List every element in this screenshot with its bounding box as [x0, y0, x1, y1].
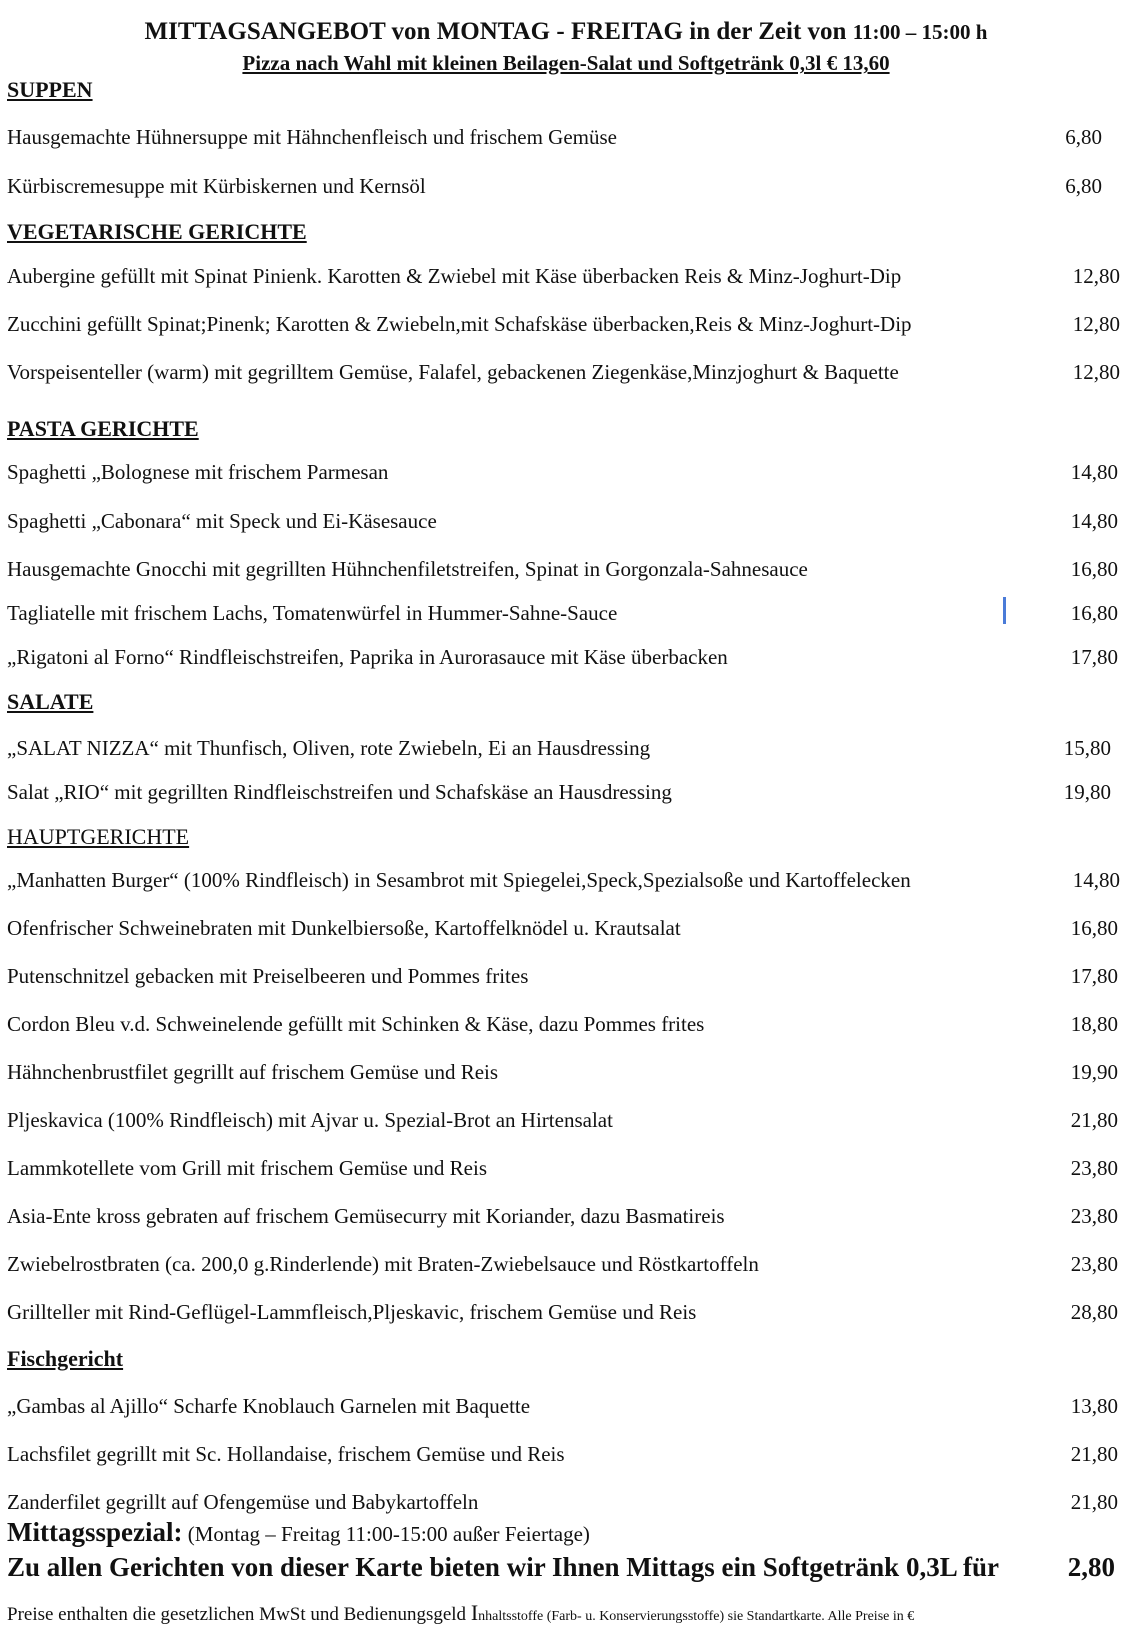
- menu-item-price: 16,80: [1070, 557, 1118, 581]
- menu-item: Hähnchenbrustfilet gegrillt auf frischem Gemüse und Reis: [7, 1060, 499, 1084]
- menu-item-price: 14,80: [1070, 509, 1118, 533]
- price-note: [7, 1600, 914, 1626]
- mittagsspezial-text: (Montag – Freitag 11:00-15:00 außer Feiertage): [182, 1522, 590, 1546]
- menu-item-price: 23,80: [1070, 1204, 1118, 1228]
- menu-item: Hausgemachte Gnocchi mit gegrillten Hühnchenfiletstreifen, Spinat in Gorgonzala-Sahnesauce: [7, 557, 808, 581]
- menu-item-price: 12,80: [1072, 264, 1120, 288]
- menu-item: Hausgemachte Hühnersuppe mit Hähnchenfleisch und frischem Gemüse: [7, 125, 617, 149]
- softdrink-offer-price: 2,80: [1067, 1552, 1115, 1582]
- menu-item: Spaghetti „Bolognese mit frischem Parmesan: [7, 460, 389, 484]
- menu-item-price: 21,80: [1070, 1490, 1118, 1514]
- title-time: 11:00 – 15:00 h: [852, 20, 988, 44]
- menu-item-price: 16,80: [1070, 601, 1118, 625]
- title-main: MITTAGSANGEBOT von MONTAG - FREITAG in der Zeit von: [144, 18, 847, 45]
- mittagsspezial: [7, 1517, 590, 1548]
- menu-item: Zucchini gefüllt Spinat;Pinenk; Karotten & Zwiebeln,mit Schafskäse überbacken,Reis & Minz-Joghurt-Dip: [7, 312, 912, 336]
- price-note-initial: I: [470, 1600, 479, 1625]
- menu-item: Lachsfilet gegrillt mit Sc. Hollandaise, frischem Gemüse und Reis: [7, 1442, 565, 1466]
- menu-item-price: 13,80: [1070, 1394, 1118, 1418]
- section-fischgericht: Fischgericht: [7, 1346, 124, 1371]
- menu-item-price: 17,80: [1070, 645, 1118, 669]
- menu-item: Tagliatelle mit frischem Lachs, Tomatenwürfel in Hummer-Sahne-Sauce: [7, 601, 618, 625]
- section-salate: SALATE: [7, 689, 94, 714]
- softdrink-offer: Zu allen Gerichten von dieser Karte bieten wir Ihnen Mittags ein Softgetränk 0,3L für: [7, 1552, 999, 1582]
- menu-item: Putenschnitzel gebacken mit Preiselbeeren und Pommes frites: [7, 964, 529, 988]
- menu-title: [0, 18, 1132, 46]
- menu-item: Lammkotellete vom Grill mit frischem Gemüse und Reis: [7, 1156, 487, 1180]
- menu-item: Cordon Bleu v.d. Schweinelende gefüllt mit Schinken & Käse, dazu Pommes frites: [7, 1012, 705, 1036]
- menu-item: „Manhatten Burger“ (100% Rindfleisch) in Sesambrot mit Spiegelei,Speck,Spezialsoße und Kartoffelecken: [7, 868, 911, 892]
- menu-item-price: 15,80: [1063, 736, 1111, 760]
- menu-item-price: 17,80: [1070, 964, 1118, 988]
- menu-item: Asia-Ente kross gebraten auf frischem Gemüsecurry mit Koriander, dazu Basmatireis: [7, 1204, 725, 1228]
- text-cursor: [1003, 597, 1006, 624]
- menu-item: Aubergine gefüllt mit Spinat Pinienk. Karotten & Zwiebel mit Käse überbacken Reis & Minz-Joghurt-Dip: [7, 264, 902, 288]
- menu-item: Ofenfrischer Schweinebraten mit Dunkelbiersoße, Kartoffelknödel u. Krautsalat: [7, 916, 681, 940]
- menu-item-price: 28,80: [1070, 1300, 1118, 1324]
- section-hauptgerichte: HAUPTGERICHTE: [7, 824, 190, 849]
- price-note-main: Preise enthalten die gesetzlichen MwSt und Bedienungsgeld: [7, 1604, 471, 1625]
- menu-item-price: 19,80: [1063, 780, 1111, 804]
- menu-item: Zanderfilet gegrillt auf Ofengemüse und Babykartoffeln: [7, 1490, 479, 1514]
- menu-item: Zwiebelrostbraten (ca. 200,0 g.Rinderlende) mit Braten-Zwiebelsauce und Röstkartoffeln: [7, 1252, 759, 1276]
- menu-item-price: 6,80: [1065, 174, 1102, 198]
- menu-item: „Gambas al Ajillo“ Scharfe Knoblauch Garnelen mit Baquette: [7, 1394, 531, 1418]
- menu-item: Grillteller mit Rind-Geflügel-Lammfleisch,Pljeskavic, frischem Gemüse und Reis: [7, 1300, 697, 1324]
- menu-item: Kürbiscremesuppe mit Kürbiskernen und Kernsöl: [7, 174, 426, 198]
- menu-item: Salat „RIO“ mit gegrillten Rindfleischstreifen und Schafskäse an Hausdressing: [7, 780, 672, 804]
- menu-item-price: 19,90: [1070, 1060, 1118, 1084]
- section-pasta: PASTA GERICHTE: [7, 416, 199, 441]
- menu-item-price: 12,80: [1072, 312, 1120, 336]
- menu-item-price: 23,80: [1070, 1156, 1118, 1180]
- menu-item-price: 6,80: [1065, 125, 1102, 149]
- menu-item-price: 12,80: [1072, 360, 1120, 384]
- menu-item: „SALAT NIZZA“ mit Thunfisch, Oliven, rote Zwiebeln, Ei an Hausdressing: [7, 736, 651, 760]
- menu-item: Vorspeisenteller (warm) mit gegrilltem Gemüse, Falafel, gebackenen Ziegenkäse,Minzjoghurt & Baquette: [7, 360, 899, 384]
- section-suppen: SUPPEN: [7, 77, 93, 102]
- pizza-offer-subtitle: Pizza nach Wahl mit kleinen Beilagen-Salat und Softgetränk 0,3l € 13,60: [242, 51, 890, 75]
- menu-item-price: 21,80: [1070, 1108, 1118, 1132]
- menu-item: Pljeskavica (100% Rindfleisch) mit Ajvar u. Spezial-Brot an Hirtensalat: [7, 1108, 613, 1132]
- price-note-small: nhaltsstoffe (Farb- u. Konservierungsstoffe) sie Standartkarte. Alle Preise in €: [478, 1609, 915, 1624]
- menu-item-price: 16,80: [1070, 916, 1118, 940]
- menu-item-price: 23,80: [1070, 1252, 1118, 1276]
- section-vegetarisch: VEGETARISCHE GERICHTE: [7, 219, 307, 244]
- menu-item-price: 14,80: [1072, 868, 1120, 892]
- menu-item-price: 21,80: [1070, 1442, 1118, 1466]
- menu-item: „Rigatoni al Forno“ Rindfleischstreifen, Paprika in Aurorasauce mit Käse überbacken: [7, 645, 728, 669]
- mittagsspezial-label: Mittagsspezial:: [7, 1517, 183, 1547]
- menu-item: Spaghetti „Cabonara“ mit Speck und Ei-Käsesauce: [7, 509, 437, 533]
- menu-item-price: 18,80: [1070, 1012, 1118, 1036]
- menu-item-price: 14,80: [1070, 460, 1118, 484]
